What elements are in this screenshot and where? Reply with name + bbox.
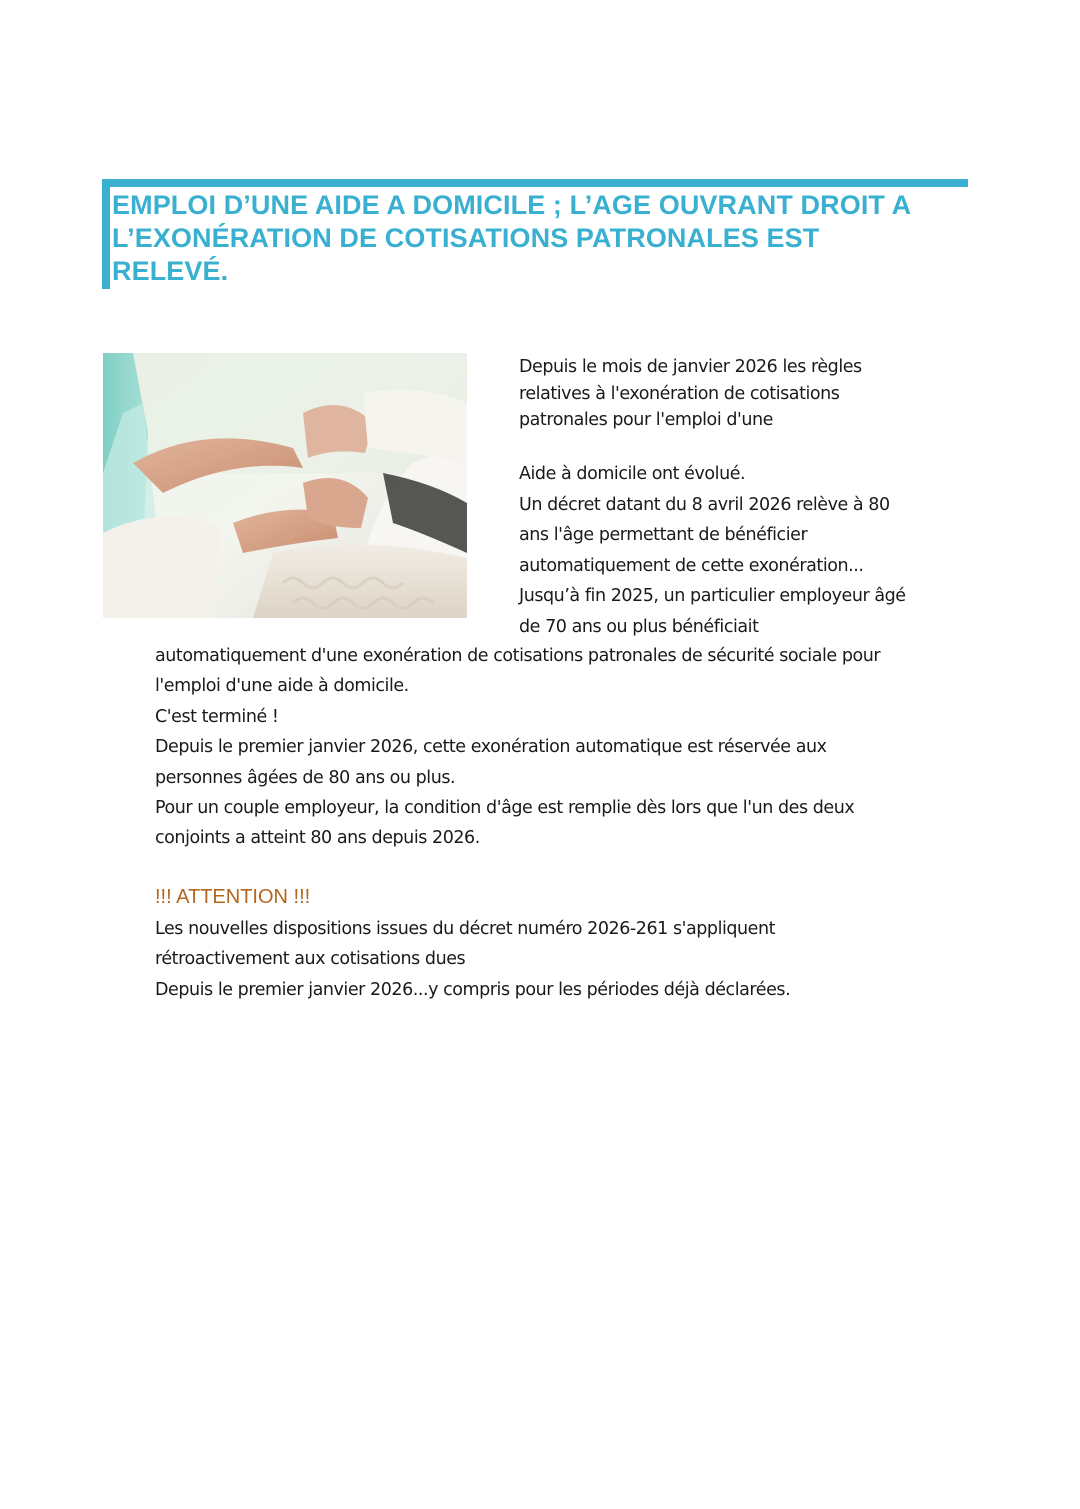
body-line: l'emploi d'une aide à domicile. bbox=[155, 676, 409, 697]
photo-hands-holding-icon bbox=[103, 353, 467, 618]
attention-heading: !!! ATTENTION !!! bbox=[155, 886, 311, 908]
attention-line: Depuis le premier janvier 2026...y compris pour les périodes déjà déclarées. bbox=[155, 979, 791, 1000]
title-top-border bbox=[102, 179, 968, 187]
body-line: Jusqu’à fin 2025, un particulier employeur âgé bbox=[519, 586, 906, 606]
attention-line: rétroactivement aux cotisations dues bbox=[155, 949, 466, 970]
intro-paragraph bbox=[519, 354, 939, 434]
body-line: personnes âgées de 80 ans ou plus. bbox=[155, 767, 456, 788]
page-title bbox=[112, 189, 992, 288]
body-line: conjoints a atteint 80 ans depuis 2026. bbox=[155, 828, 480, 849]
title-left-border bbox=[102, 179, 110, 289]
title-line: RELEVÉ. bbox=[112, 256, 229, 286]
body-line: automatiquement de cette exonération... bbox=[519, 555, 864, 576]
body-line: de 70 ans ou plus bénéficiait bbox=[519, 616, 759, 637]
body-line: C'est terminé ! bbox=[155, 706, 279, 727]
body-line: Pour un couple employeur, la condition d'âge est remplie dès lors que l'un des deux bbox=[155, 798, 855, 819]
body-line: Depuis le premier janvier 2026, cette exonération automatique est réservée aux bbox=[155, 737, 827, 758]
intro-line: patronales pour l'emploi d'une bbox=[519, 410, 773, 430]
attention-line: Les nouvelles dispositions issues du décret numéro 2026-261 s'appliquent bbox=[155, 919, 776, 939]
body-paragraph-full bbox=[155, 641, 955, 854]
body-line: automatiquement d'une exonération de cotisations patronales de sécurité sociale pour bbox=[155, 646, 881, 666]
title-line: L’EXONÉRATION DE COTISATIONS PATRONALES EST bbox=[112, 223, 820, 253]
intro-line: relatives à l'exonération de cotisations bbox=[519, 383, 840, 404]
title-block bbox=[102, 179, 968, 289]
body-paragraph-right bbox=[519, 459, 959, 642]
body-line: Un décret datant du 8 avril 2026 relève à 80 bbox=[519, 494, 890, 515]
intro-line: Depuis le mois de janvier 2026 les règles bbox=[519, 357, 862, 377]
body-line: ans l'âge permettant de bénéficier bbox=[519, 525, 808, 545]
attention-paragraph bbox=[155, 914, 955, 1005]
title-line: EMPLOI D’UNE AIDE A DOMICILE ; L’AGE OUVRANT DROIT A bbox=[112, 190, 912, 220]
body-line: Aide à domicile ont évolué. bbox=[519, 464, 746, 484]
